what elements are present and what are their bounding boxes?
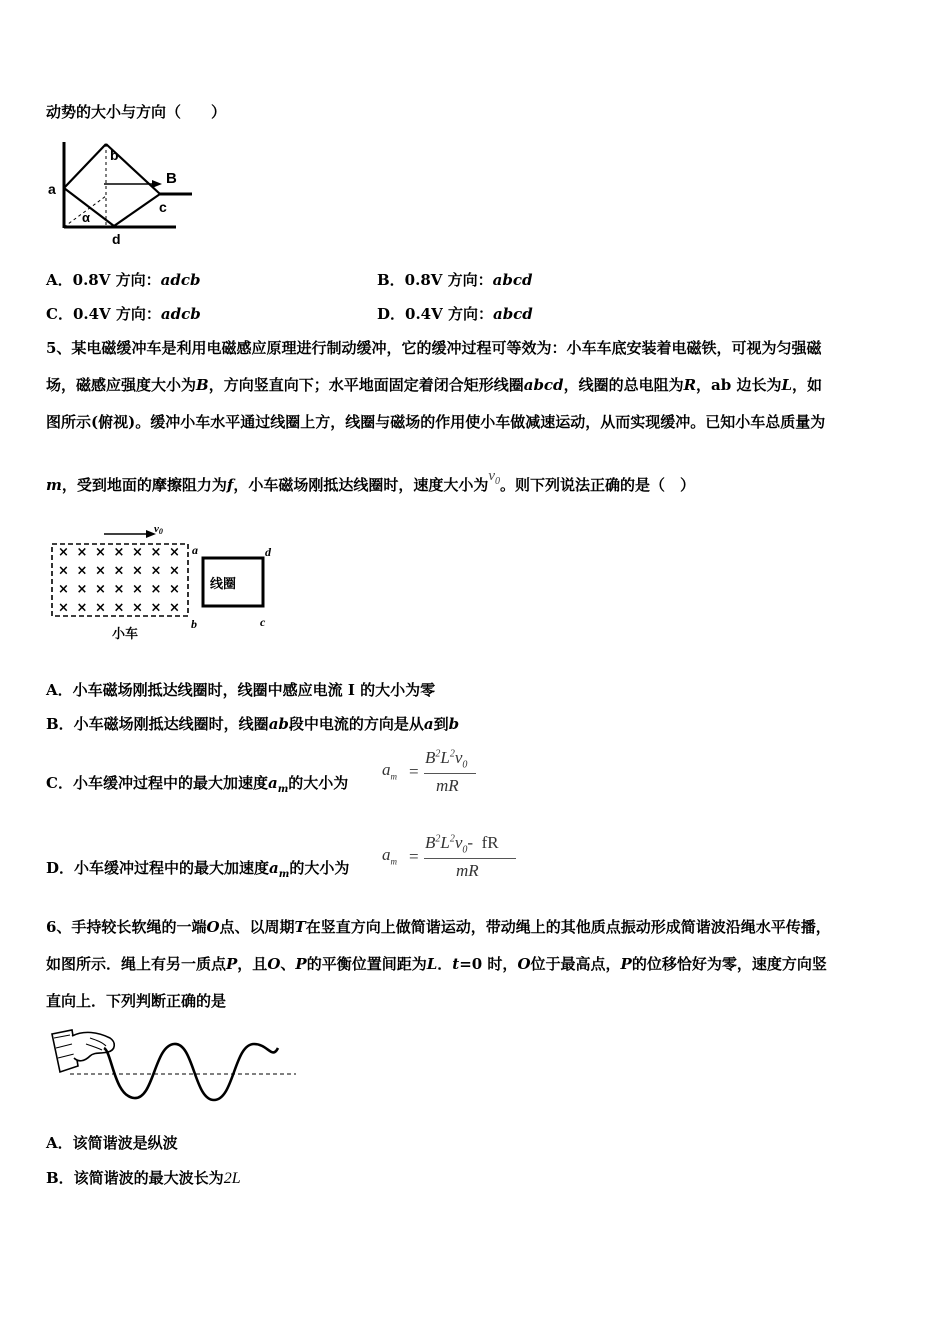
formula-equals: =	[409, 762, 419, 781]
formula-numerator: $B^2L^2v_0-$ fR	[425, 833, 499, 856]
fraction-bar	[424, 858, 516, 859]
rope-wave-diagram	[50, 1026, 300, 1108]
label-b: b	[191, 617, 197, 631]
field-cross: ×	[95, 563, 106, 579]
field-cross: ×	[169, 545, 180, 560]
field-cross: ×	[150, 545, 162, 560]
q5-stem-line1: 5、某电磁缓冲车是利用电磁感应原理进行制动缓冲，它的缓冲过程可等效为：小车车底安装着电磁铁，可视为匀强磁	[46, 339, 822, 357]
formula-am: $a_m$	[382, 760, 397, 782]
formula-numerator: $B^2L^2v_0$	[425, 748, 468, 771]
field-cross: ×	[95, 600, 106, 616]
label-c: c	[260, 615, 266, 629]
formula-denominator: mR	[456, 861, 479, 880]
q5-option-c: C．小车缓冲过程中的最大加速度$a_m$的大小为	[46, 774, 349, 795]
q5-stem-line3: 图所示(俯视)。缓冲小车水平通过线圈上方，线圈与磁场的作用使小车做减速运动，从而实现缓冲。已知小车总质量为	[46, 413, 826, 431]
field-cross: ×	[113, 582, 125, 597]
field-cross: ×	[113, 563, 125, 579]
hand-icon	[52, 1030, 114, 1072]
q5-stem-line2: 场，磁感应强度大小为B，方向竖直向下；水平地面固定着闭合矩形线圈abcd，线圈的总电阻为R，ab 边长为L，如	[46, 376, 823, 394]
q5-option-c-formula	[382, 748, 482, 800]
b-field-arrow-icon	[152, 180, 162, 188]
q6-option-a: A．该简谐波是纵波	[46, 1134, 178, 1152]
field-cross: ×	[150, 563, 162, 579]
q5-option-a: A．小车磁场刚抵达线圈时，线圈中感应电流 I 的大小为零	[46, 681, 436, 699]
q4-stem-tail: 动势的大小与方向（ ）	[46, 103, 227, 121]
formula-equals: =	[409, 847, 419, 866]
coil-label: 线圈	[210, 577, 237, 592]
formula-denominator: mR	[436, 776, 459, 795]
q4-figure	[44, 138, 204, 250]
q6-stem-line1: 6、手持较长软绳的一端O点、以周期T在竖直方向上做简谐运动，带动绳上的其他质点振动形成简谐波沿绳水平传播，	[46, 918, 831, 936]
field-cross: ×	[58, 582, 69, 597]
formula-am: $a_m$	[382, 845, 397, 867]
q6-option-b: B．该简谐波的最大波长为2L	[46, 1169, 241, 1187]
q4-option-d: D．0.4V 方向：abcd	[377, 305, 533, 323]
field-cross: ×	[58, 545, 69, 560]
q4-option-c: C．0.4V 方向：adcb	[46, 305, 201, 323]
label-c: c	[159, 199, 167, 215]
q5-stem-line4: m，受到地面的摩擦阻力为f，小车磁场刚抵达线圈时，速度大小为$v_0$。则下列说法正确的是（ ）	[46, 468, 696, 494]
field-cross: ×	[113, 600, 125, 616]
label-d: d	[265, 545, 271, 559]
rope-wave	[104, 1044, 278, 1100]
q6-figure	[50, 1026, 300, 1108]
field-cross: ×	[76, 600, 88, 616]
label-alpha: α	[82, 210, 90, 225]
edge-cd	[114, 194, 160, 226]
field-cross: ×	[76, 545, 88, 560]
car-coil-diagram	[48, 522, 282, 642]
label-v0: v0	[154, 523, 163, 536]
field-cross: ×	[95, 582, 106, 597]
field-crosses	[58, 545, 180, 616]
field-cross: ×	[132, 563, 143, 579]
rhombus-loop-diagram	[44, 138, 204, 250]
q4-option-a: A．0.8V 方向：adcb	[46, 271, 201, 289]
car-label: 小车	[112, 627, 139, 642]
q5-figure	[48, 522, 282, 642]
field-cross: ×	[150, 582, 162, 597]
q5-option-d: D．小车缓冲过程中的最大加速度$a_m$的大小为	[46, 859, 350, 880]
edge-ab	[64, 144, 106, 188]
field-cross: ×	[76, 563, 88, 579]
field-cross: ×	[169, 563, 180, 579]
am-symbol: $a_m$	[269, 859, 290, 880]
field-cross: ×	[58, 563, 69, 579]
fraction-bar	[424, 773, 476, 774]
field-cross: ×	[132, 600, 143, 616]
q5-option-d-formula	[382, 833, 522, 885]
label-d: d	[112, 231, 121, 247]
field-cross: ×	[95, 545, 106, 560]
q6-stem-line2: 如图所示．绳上有另一质点P，且O、P的平衡位置间距为L．t=0 时，O位于最高点，P的位移恰好为零，速度方向竖	[46, 955, 827, 973]
label-B: B	[166, 170, 177, 187]
label-b: b	[110, 147, 119, 163]
field-cross: ×	[132, 545, 143, 560]
q4-option-b: B．0.8V 方向：abcd	[377, 271, 533, 289]
field-cross: ×	[150, 600, 162, 616]
field-cross: ×	[113, 545, 125, 560]
label-a: a	[48, 181, 56, 197]
field-cross: ×	[132, 582, 143, 597]
label-a: a	[192, 543, 198, 557]
am-symbol: $a_m$	[267, 774, 289, 795]
q5-option-b: B．小车磁场刚抵达线圈时，线圈ab段中电流的方向是从a到b	[46, 715, 460, 733]
q6-stem-line3: 直向上．下列判断正确的是	[46, 992, 227, 1010]
v0-symbol: $v_0$	[488, 468, 501, 487]
field-cross: ×	[76, 582, 88, 597]
field-cross: ×	[169, 600, 180, 616]
field-cross: ×	[58, 600, 69, 616]
field-cross: ×	[169, 582, 180, 597]
